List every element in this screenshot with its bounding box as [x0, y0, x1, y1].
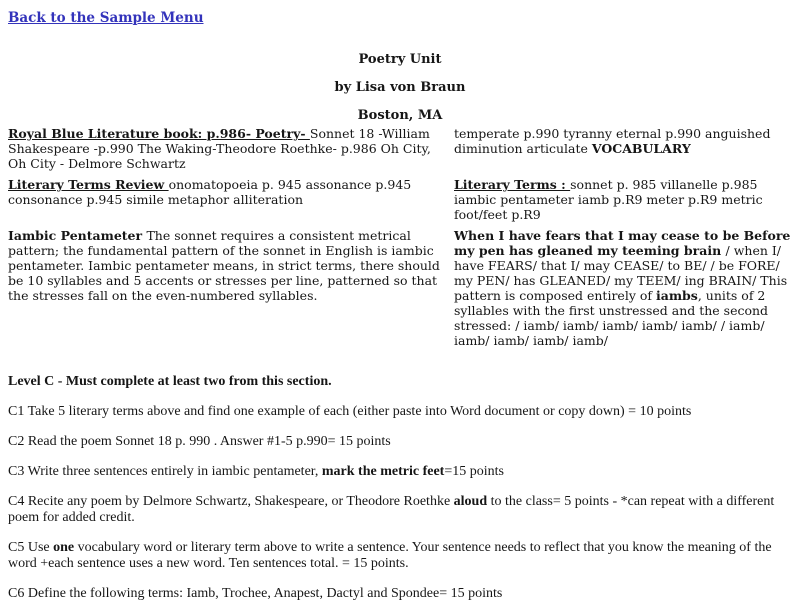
literature-book-text: Sonnet 18 -William Shakespeare -p.990 The Waking-Theodore Roethke- p.986 Oh City, Oh City - Delmore Schwartz — [8, 126, 431, 171]
literary-terms-cell — [454, 177, 792, 222]
vocabulary-label: VOCABULARY — [591, 141, 691, 156]
scansion-text: / when I/ have FEARS/ that I/ may CEASE/ to BE/ / be FORE/ my PEN/ has GLEANED/ my TEEM/ ing BRAIN/ This pattern is composed entirely of — [454, 243, 788, 303]
vocabulary-cell — [454, 126, 792, 171]
task-c4-points: to the class= 5 points - *can repeat with a different poem for added credit. — [8, 494, 775, 525]
task-c5-bold: one — [53, 540, 75, 555]
literary-terms-review-text: onomatopoeia p. 945 assonance p.945 consonance p.945 simile metaphor alliteration — [8, 177, 412, 207]
task-c6-text: C6 Define the following terms: Iamb, Trochee, Anapest, Dactyl and Spondee= 15 points — [8, 586, 503, 601]
content-table — [8, 126, 792, 348]
literary-terms-review-heading: Literary Terms Review — [8, 177, 169, 192]
document-header — [8, 52, 792, 123]
literature-book-cell — [8, 126, 446, 171]
poem-quote: When I have fears that I may cease to be Before my pen has gleaned my teeming brain — [454, 228, 791, 258]
location: Boston, MA — [357, 108, 443, 123]
literary-terms-heading: Literary Terms : — [454, 177, 571, 192]
iambic-pentameter-heading: Iambic Pentameter — [8, 228, 147, 243]
byline: by Lisa von Braun — [334, 80, 466, 95]
iambic-pentameter-text: The sonnet requires a consistent metrical pattern; the fundamental pattern of the sonnet in English is iambic pentameter. Iambic pentameter means, in strict terms, there should be 10 syllables and 5 accents or stresses per line, patterned so that the stresses fall on the even-numbered syllables. — [8, 228, 440, 303]
task-c1 — [8, 404, 792, 420]
task-c3-bold: mark the metric feet — [321, 464, 445, 479]
page-title: Poetry Unit — [358, 52, 442, 67]
task-c4 — [8, 494, 792, 526]
task-c3 — [8, 464, 792, 480]
literary-terms-review-cell — [8, 177, 446, 222]
task-c3-text: C3 Write three sentences entirely in iambic pentameter, — [8, 464, 322, 479]
iambic-pentameter-cell — [8, 228, 446, 348]
task-c2 — [8, 434, 792, 450]
task-c5-rest: vocabulary word or literary term above to write a sentence. Your sentence needs to reflect that you know the meaning of the word +each sentence uses a new word. Ten sentences total. = 15 points. — [8, 540, 772, 571]
level-c-heading: Level C - Must complete at least two from this section. — [8, 374, 332, 389]
task-c2-text: C2 Read the poem Sonnet 18 p. 990 . Answer #1-5 p.990= 15 points — [8, 434, 391, 449]
task-c3-points: =15 points — [444, 464, 504, 479]
task-c1-text: C1 Take 5 literary terms above and find one example of each (either paste into Word document or copy down) = 10 points — [8, 404, 692, 419]
vocabulary-words: temperate p.990 tyranny eternal p.990 anguished diminution articulate — [454, 126, 771, 156]
back-to-sample-menu-link[interactable]: Back to the Sample Menu — [8, 10, 204, 26]
iambs-explanation: , units of 2 syllables with the first unstressed and the second stressed: / iamb/ iamb/ iamb/ iamb/ iamb/ / iamb/ iamb/ iamb/ iamb/ iamb/ — [454, 288, 769, 348]
task-c4-bold: aloud — [453, 494, 488, 509]
task-c5-text: C5 Use — [8, 540, 54, 555]
task-c4-text: C4 Recite any poem by Delmore Schwartz, Shakespeare, or Theodore Roethke — [8, 494, 454, 509]
iambs-word: iambs — [655, 288, 698, 303]
task-c5 — [8, 540, 792, 572]
level-c-section — [8, 374, 792, 602]
when-i-have-fears-cell — [454, 228, 792, 348]
literary-terms-text: sonnet p. 985 villanelle p.985 iambic pentameter iamb p.R9 meter p.R9 metric foot/feet p.R9 — [454, 177, 763, 222]
literature-book-heading: Royal Blue Literature book: p.986- Poetry- — [8, 126, 310, 141]
